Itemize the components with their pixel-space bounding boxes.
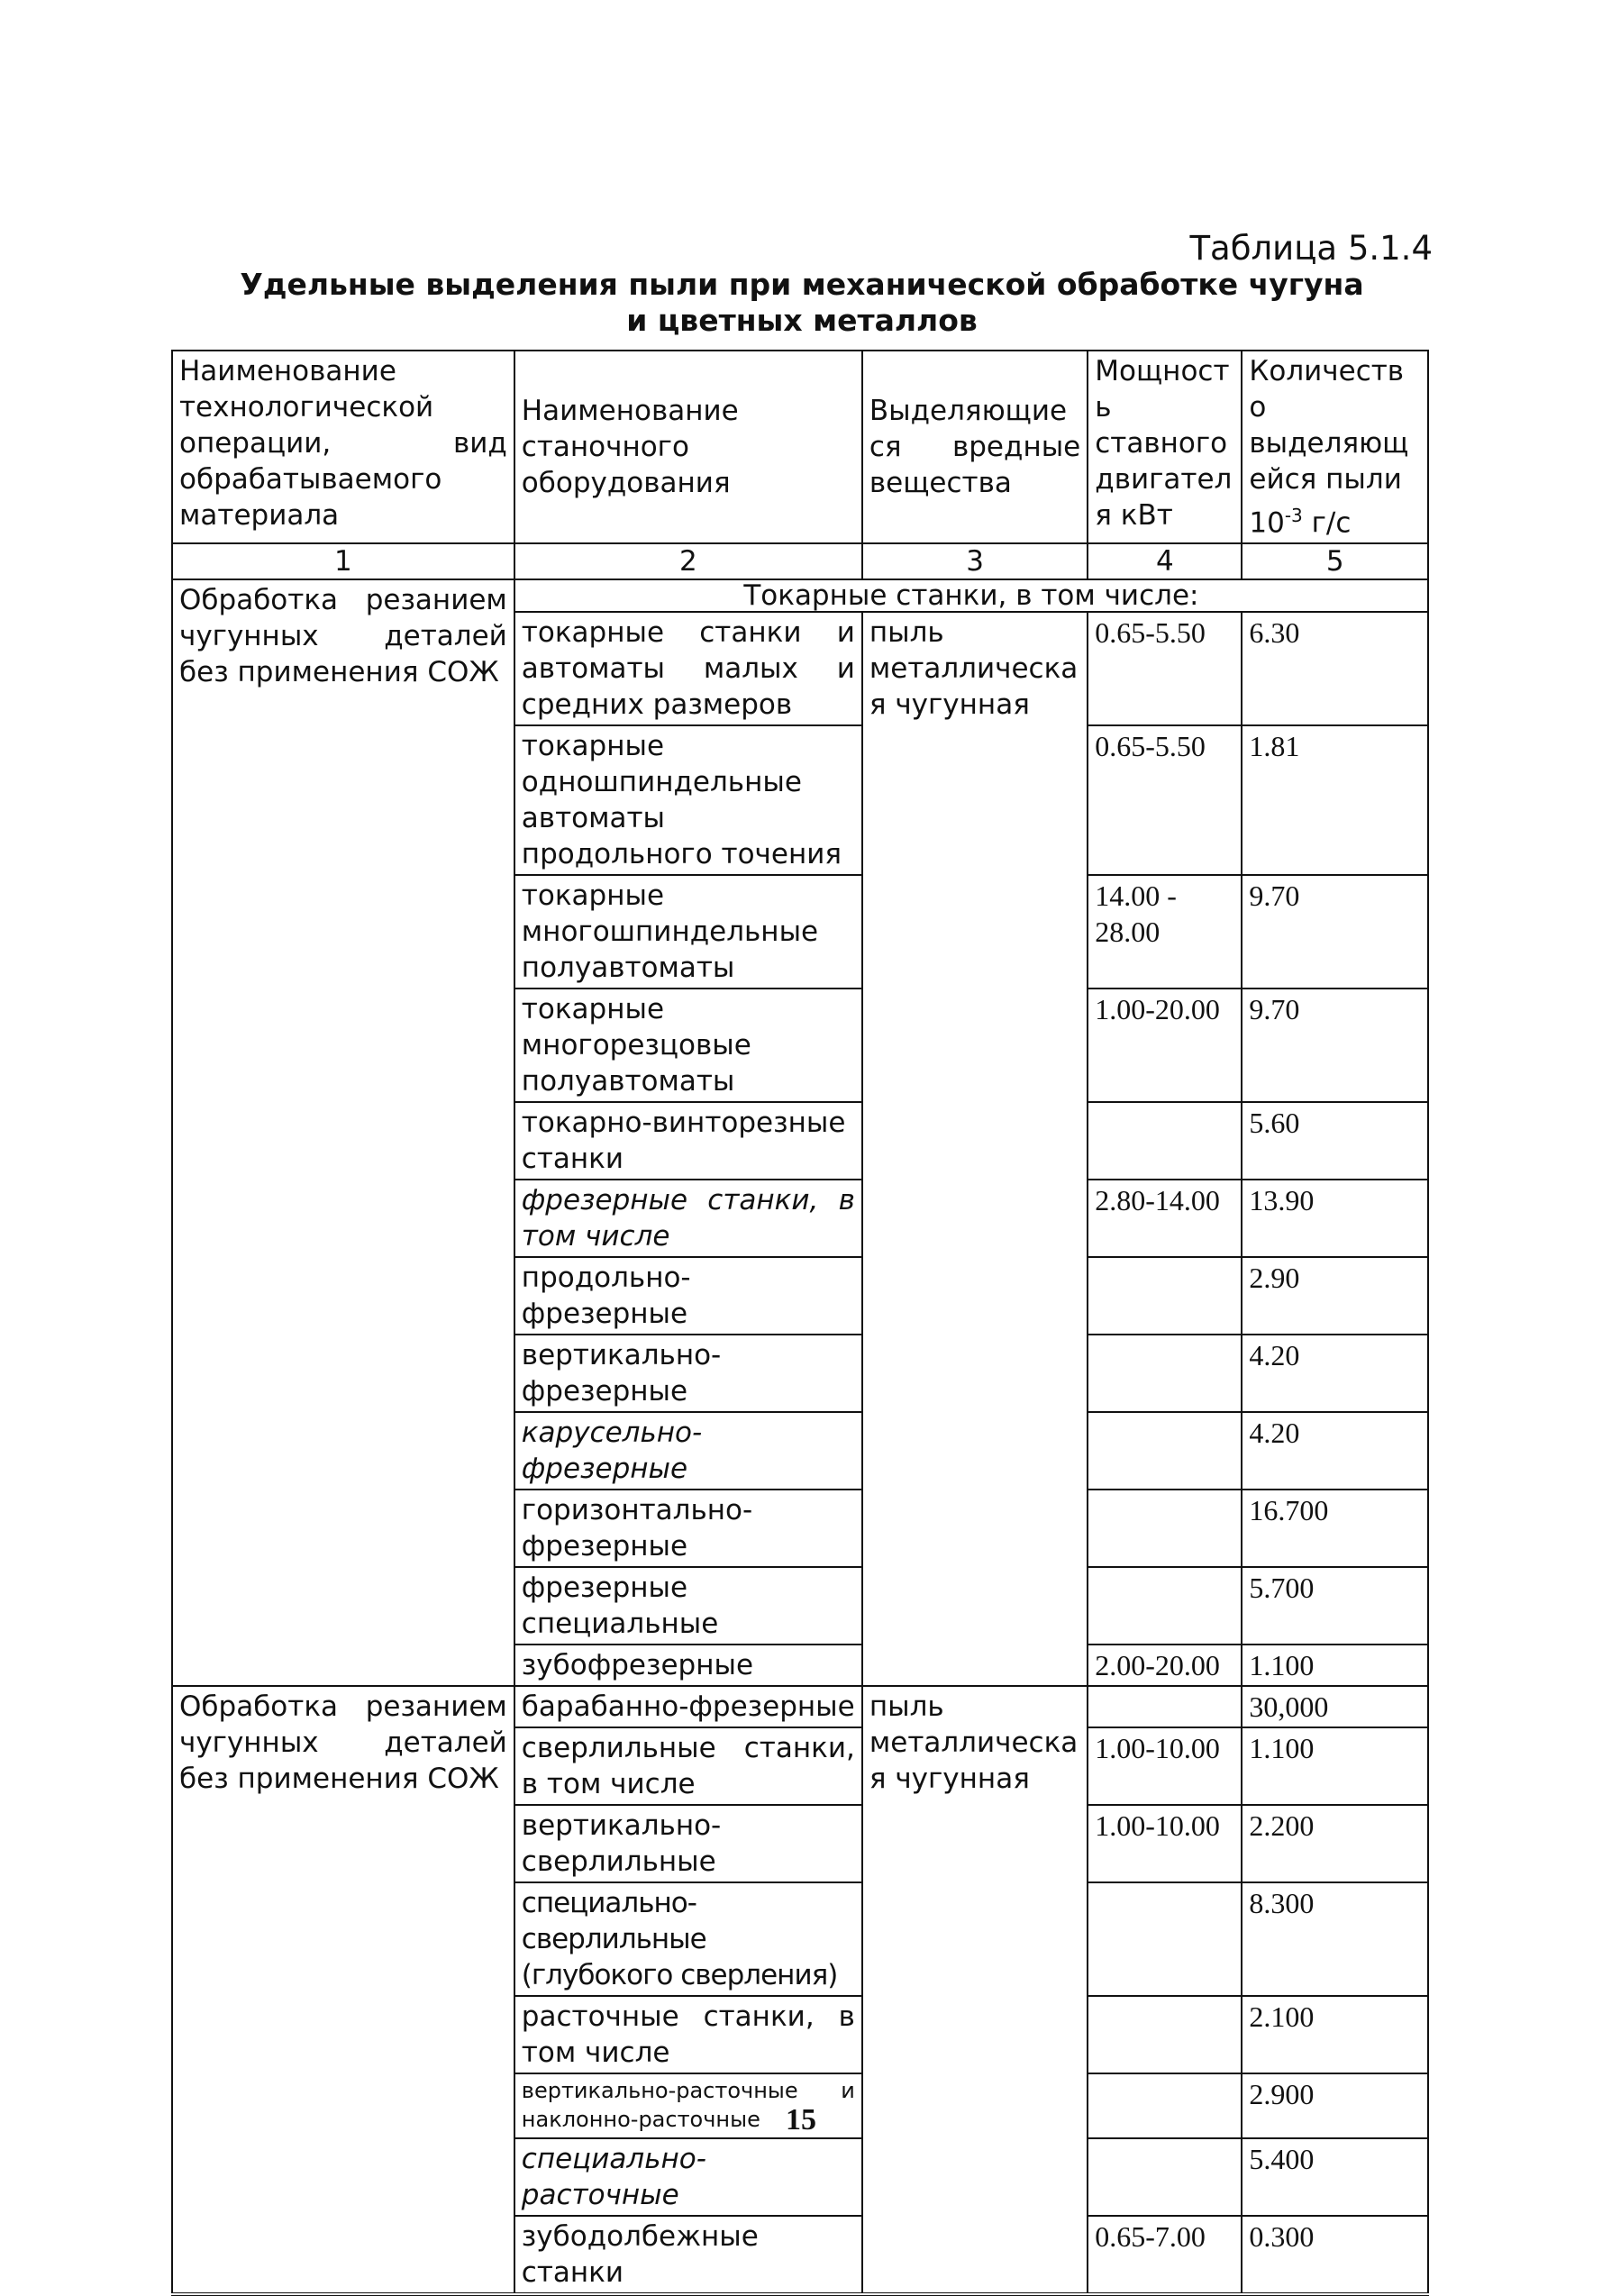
operation-cell-group-2: Обработка резанием чугунных деталей без применения СОЖ [172,1686,514,2294]
header-amount-unit: г/с [1302,506,1352,540]
power-cell: 0.65-5.50 [1088,725,1242,875]
header-amount-base: 10 [1249,506,1285,540]
equipment-cell: вертикально-расточные и наклонно-расточные [514,2073,862,2138]
equipment-cell: токарные станки и автоматы малых и средних размеров [514,612,862,725]
power-cell: 0.65-5.50 [1088,612,1242,725]
equipment-cell: фрезерные специальные [514,1567,862,1645]
equipment-cell: зубофрезерные [514,1645,862,1686]
power-cell [1088,1490,1242,1567]
power-cell: 14.00 - 28.00 [1088,875,1242,989]
amount-cell: 6.30 [1242,612,1428,725]
equipment-cell: вертикально-сверлильные [514,1805,862,1882]
power-cell: 2.80-14.00 [1088,1180,1242,1257]
header-power: Мощность ставного двигателя кВт [1088,351,1242,543]
equipment-cell: специально-расточные [514,2138,862,2216]
emissions-table [171,350,1429,2296]
header-substances: Выделяющиеся вредные вещества [862,351,1088,543]
power-cell [1088,1567,1242,1645]
operation-cell-group-1: Обработка резанием чугунных деталей без применения СОЖ [172,579,514,1686]
column-number-3: 3 [862,543,1088,579]
equipment-cell: расточные станки, в том числе [514,1996,862,2073]
amount-cell: 0.300 [1242,2216,1428,2294]
section-heading: Токарные станки, в том числе: [514,579,1428,612]
amount-cell: 1.100 [1242,1645,1428,1686]
header-operation: Наименование технологической операции, вид обрабатываемого материала [172,351,514,543]
amount-cell: 1.100 [1242,1727,1428,1805]
header-equipment: Наименование станочного оборудования [514,351,862,543]
amount-cell: 5.400 [1242,2138,1428,2216]
amount-cell: 8.300 [1242,1882,1428,1996]
amount-cell: 4.20 [1242,1335,1428,1412]
equipment-cell: токарные многошпиндельные полуавтоматы [514,875,862,989]
power-cell [1088,1996,1242,2073]
amount-cell: 2.200 [1242,1805,1428,1882]
power-cell [1088,2138,1242,2216]
column-number-2: 2 [514,543,862,579]
power-cell: 1.00-10.00 [1088,1805,1242,1882]
table-row [172,1686,1428,1727]
power-cell: 2.00-20.00 [1088,1645,1242,1686]
power-cell [1088,1102,1242,1180]
page-number: 15 [786,2103,816,2137]
table-title-line-2: и цветных металлов [626,303,978,338]
power-cell [1088,1412,1242,1490]
equipment-cell: барабанно-фрезерные [514,1686,862,1727]
header-amount-exponent: -3 [1284,505,1303,526]
column-number-row [172,543,1428,579]
substance-cell-group-2: пыль металлическая чугунная [862,1686,1088,2294]
power-cell: 1.00-20.00 [1088,989,1242,1102]
equipment-cell: специально-сверлильные (глубокого сверления) [514,1882,862,1996]
equipment-cell: токарные многорезцовые полуавтоматы [514,989,862,1102]
amount-cell: 2.100 [1242,1996,1428,2073]
amount-cell: 1.81 [1242,725,1428,875]
table-title [171,267,1433,339]
amount-cell: 2.90 [1242,1257,1428,1335]
equipment-cell: токарные одношпиндельные автоматы продольного точения [514,725,862,875]
equipment-cell: карусельно-фрезерные [514,1412,862,1490]
column-number-4: 4 [1088,543,1242,579]
header-row [172,351,1428,543]
table-number: Таблица 5.1.4 [1189,229,1433,268]
amount-cell: 2.900 [1242,2073,1428,2138]
equipment-cell: токарно-винторезные станки [514,1102,862,1180]
amount-cell: 9.70 [1242,989,1428,1102]
amount-cell: 4.20 [1242,1412,1428,1490]
equipment-cell: сверлильные станки, в том числе [514,1727,862,1805]
amount-cell: 5.60 [1242,1102,1428,1180]
power-cell [1088,1882,1242,1996]
column-number-1: 1 [172,543,514,579]
substance-cell-group-1: пыль металлическая чугунная [862,612,1088,1686]
amount-cell: 5.700 [1242,1567,1428,1645]
amount-cell: 16.700 [1242,1490,1428,1567]
equipment-cell: фрезерные станки, в том числе [514,1180,862,1257]
amount-cell: 13.90 [1242,1180,1428,1257]
table-row [172,579,1428,612]
power-cell: 0.65-7.00 [1088,2216,1242,2294]
header-amount [1242,351,1428,543]
power-cell [1088,1686,1242,1727]
equipment-cell: продольно-фрезерные [514,1257,862,1335]
equipment-cell: горизонтально-фрезерные [514,1490,862,1567]
power-cell [1088,1335,1242,1412]
power-cell [1088,1257,1242,1335]
header-amount-text: Количество выделяющейся пыли [1249,355,1409,496]
amount-cell: 30,000 [1242,1686,1428,1727]
table-title-line-1: Удельные выделения пыли при механической обработке чугуна [240,267,1364,302]
amount-cell: 9.70 [1242,875,1428,989]
equipment-cell: зубодолбежные станки [514,2216,862,2294]
equipment-cell: вертикально-фрезерные [514,1335,862,1412]
power-cell: 1.00-10.00 [1088,1727,1242,1805]
column-number-5: 5 [1242,543,1428,579]
